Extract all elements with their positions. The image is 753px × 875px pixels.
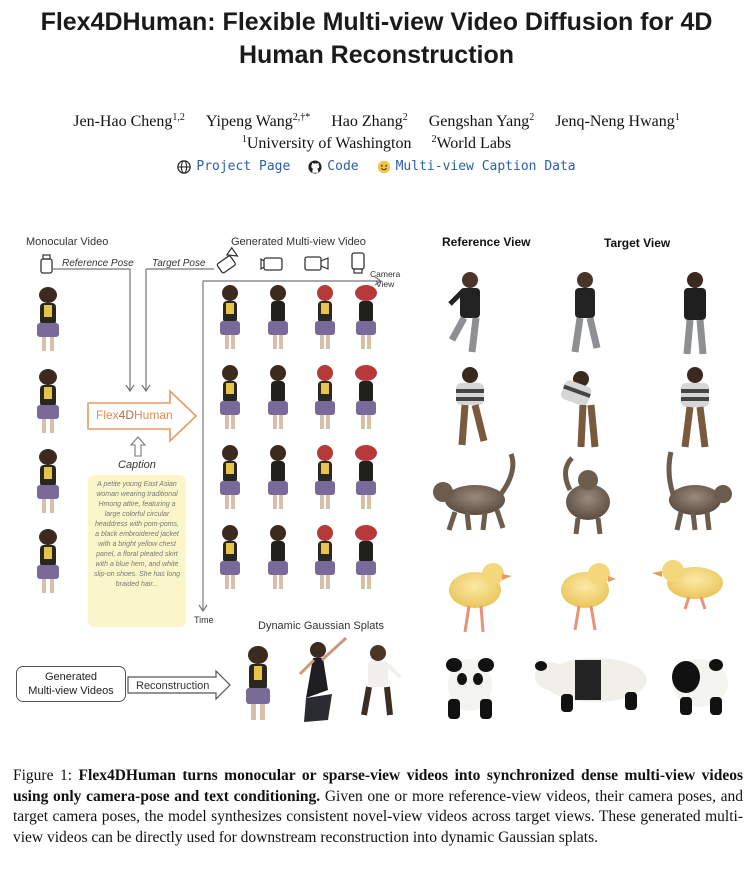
target-pose-arrow [146, 269, 214, 390]
time-label: Time [194, 615, 214, 625]
caption-label: Caption [118, 459, 156, 471]
generated-frame [268, 525, 288, 589]
hugging-face-icon [377, 160, 391, 174]
generated-frame [315, 525, 335, 589]
figure-1 [0, 225, 753, 745]
generated-frame [355, 365, 377, 429]
affiliation-list [0, 129, 753, 155]
comparison-grid [433, 272, 732, 719]
generated-frame [220, 445, 240, 509]
reference-pose-label: Reference Pose [62, 258, 134, 269]
monocular-frames [37, 287, 59, 593]
target-camera-icon [352, 253, 364, 273]
github-icon [308, 160, 322, 174]
author: Yipeng Wang$^{2,\dagger*}$ [205, 112, 311, 130]
figure-caption: Figure 1: Flex4DHuman turns monocular or sparse-view videos into synchronized dense multi-view videos using only camera-pose and text conditioning. Given one or more reference-view videos, their camera poses, and target camera poses, the model synthesizes consistent novel-view videos across target views. These generated multi-view videos can be directly used for downstream reconstruction into dynamic Gaussian splats. [13, 767, 744, 846]
generated-multiview-grid [220, 285, 377, 589]
generated-frame [268, 445, 288, 509]
reference-camera-icon [41, 255, 52, 273]
generated-frame [315, 365, 335, 429]
reconstruction-label: Reconstruction [136, 680, 210, 692]
caption-arrow [131, 437, 145, 456]
generated-frame [268, 365, 288, 429]
reference-pose-arrow [53, 269, 130, 390]
project-links [0, 157, 753, 177]
generated-frame [315, 285, 335, 349]
generated-frame [268, 285, 288, 349]
gaussian-splats-label: Dynamic Gaussian Splats [258, 620, 384, 632]
model-name-label: Flex4DHuman [96, 408, 173, 422]
globe-icon [177, 160, 191, 174]
generated-frame [220, 285, 240, 349]
generated-videos-box: Generated Multi-view Videos [16, 666, 126, 702]
reference-view-label: Reference View [442, 235, 531, 249]
target-pose-label: Target Pose [152, 258, 206, 269]
generated-frame [355, 285, 377, 349]
target-view-label: Target View [604, 236, 671, 250]
target-camera-icon [217, 248, 238, 274]
monocular-video-label: Monocular Video [26, 236, 109, 248]
author: Gengshan Yang$^2$ [428, 112, 535, 130]
generated-frame [355, 445, 377, 509]
caption-text-box: A petite young East Asian woman wearing traditional Hmong attire, featuring a large colorful circular headdress with pom-poms, a black embroidered jacket with a bright yellow chest panel, a floral pleated skirt with a blue hem, and white slip-on shoes. She has long braided hair... [88, 475, 186, 627]
paper-title: Flex4DHuman: Flexible Multi-view Video Diffusion for 4D Human Reconstruction [40, 8, 713, 69]
project-page-link[interactable]: Project Page [177, 157, 290, 177]
generated-frame [355, 525, 377, 589]
target-camera-icon [261, 258, 282, 270]
gaussian-splat-figures [246, 638, 400, 722]
generated-multiview-label: Generated Multi-view Video [231, 236, 366, 248]
target-camera-icon [305, 257, 328, 270]
caption-data-link[interactable]: Multi-view Caption Data [377, 157, 576, 177]
affiliation: $^1$University of Washington [241, 134, 412, 152]
generated-frame [220, 525, 240, 589]
affiliation: $^2$World Labs [431, 134, 512, 152]
generated-frame [315, 445, 335, 509]
code-link[interactable]: Code [308, 157, 358, 177]
author: Jen-Hao Cheng$^{1,2}$ [73, 112, 185, 130]
author: Hao Zhang$^2$ [331, 112, 408, 130]
generated-frame [220, 365, 240, 429]
camera-view-label: Camera View [370, 269, 401, 289]
author: Jenq-Neng Hwang$^1$ [555, 112, 680, 130]
